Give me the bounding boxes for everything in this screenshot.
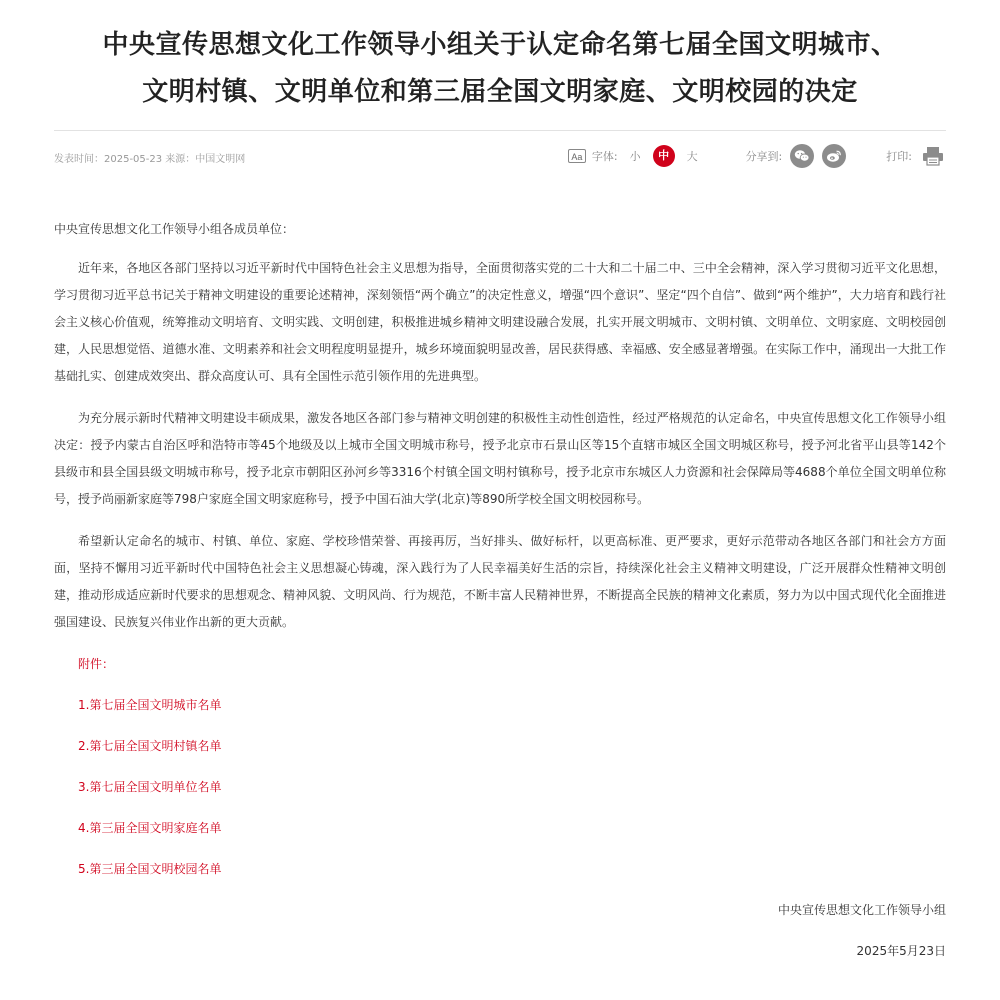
share-label: 分享到: xyxy=(745,150,783,163)
article-title-line-1: 中央宣传思想文化工作领导小组关于认定命名第七届全国文明城市、 xyxy=(102,30,898,60)
font-medium-button[interactable]: 中 xyxy=(653,145,675,167)
font-size-icon: Aa xyxy=(568,149,586,163)
paragraph: 为充分展示新时代精神文明建设丰硕成果，激发各地区各部门参与精神文明创建的积极性主动性创造性，经过严格规范的认定命名，中央宣传思想文化工作领导小组决定：授予内蒙古自治区呼和浩特市等45个地级及以上城市全国文明城市称号，授予北京市石景山区等15个直辖市城区全国文明城区称号，授予河北省平山县等142个县级市和县全国县级文明城市称号，授予北京市朝阳区孙河乡等3316个村镇全国文明村镇称号，授予北京市东城区人力资源和社会保障局等4688个单位全国文明单位称号，授予尚丽新家庭等798户家庭全国文明家庭称号，授予中国石油大学(北京)等890所学校全国文明校园称号。 xyxy=(54,411,946,506)
article-title-line-2: 文明村镇、文明单位和第三届全国文明家庭、文明校园的决定 xyxy=(142,77,858,107)
title-divider xyxy=(54,130,946,131)
print-label: 打印: xyxy=(886,150,912,163)
attachment-link-5[interactable]: 5.第三届全国文明校园名单 xyxy=(78,862,222,876)
signature: 中央宣传思想文化工作领导小组 xyxy=(777,903,946,917)
wechat-share-button[interactable] xyxy=(790,144,814,168)
salutation: 中央宣传思想文化工作领导小组各成员单位： xyxy=(54,222,295,236)
article-tools xyxy=(568,142,946,170)
attachment-link-3[interactable]: 3.第七届全国文明单位名单 xyxy=(78,780,222,794)
print-button[interactable] xyxy=(920,144,946,168)
font-large-button[interactable]: 大 xyxy=(686,150,698,163)
attachment-link-1[interactable]: 1.第七届全国文明城市名单 xyxy=(78,698,222,712)
meta-bar xyxy=(54,142,946,170)
wechat-icon xyxy=(794,149,810,163)
paragraph: 希望新认定命名的城市、村镇、单位、家庭、学校珍惜荣誉、再接再厉，当好排头、做好标杆，以更高标准、更严要求，更好示范带动各地区各部门和社会方方面面，坚持不懈用习近平新时代中国特色社会主义思想凝心铸魂，深入践行为了人民幸福美好生活的宗旨，持续深化社会主义精神文明建设，广泛开展群众性精神文明创建，推动形成适应新时代要求的思想观念、精神风貌、文明风尚、行为规范，不断丰富人民精神世界，不断提高全民族的精神文化素质，努力为以中国式现代化全面推进强国建设、民族复兴伟业作出新的更大贡献。 xyxy=(54,534,946,629)
printer-icon xyxy=(922,146,944,166)
attachment-link-2[interactable]: 2.第七届全国文明村镇名单 xyxy=(78,739,222,753)
article-content xyxy=(54,216,946,965)
font-small-button[interactable]: 小 xyxy=(629,150,641,163)
weibo-icon xyxy=(826,149,842,163)
publish-info: 发表时间：2025-05-23 来源：中国文明网 xyxy=(54,154,246,165)
document-date: 2025年5月23日 xyxy=(856,944,946,958)
font-size-label: 字体: xyxy=(591,150,618,163)
attachments-heading: 附件： xyxy=(78,657,115,671)
weibo-share-button[interactable] xyxy=(822,144,846,168)
paragraph: 近年来，各地区各部门坚持以习近平新时代中国特色社会主义思想为指导，全面贯彻落实党的二十大和二十届二中、三中全会精神，深入学习贯彻习近平文化思想，学习贯彻习近平总书记关于精神文明建设的重要论述精神，深刻领悟“两个确立”的决定性意义，增强“四个意识”、坚定“四个自信”、做到“两个维护”，大力培育和践行社会主义核心价值观，统筹推动文明培育、文明实践、文明创建，积极推进城乡精神文明建设融合发展，扎实开展文明城市、文明村镇、文明单位、文明家庭、文明校园创建，人民思想觉悟、道德水准、文明素养和社会文明程度明显提升，城乡环境面貌明显改善，居民获得感、幸福感、安全感显著增强。在实际工作中，涌现出一大批工作基础扎实、创建成效突出、群众高度认可、具有全国性示范引领作用的先进典型。 xyxy=(54,261,946,383)
attachment-link-4[interactable]: 4.第三届全国文明家庭名单 xyxy=(78,821,222,835)
article-page xyxy=(54,0,946,958)
article-title xyxy=(54,0,946,116)
